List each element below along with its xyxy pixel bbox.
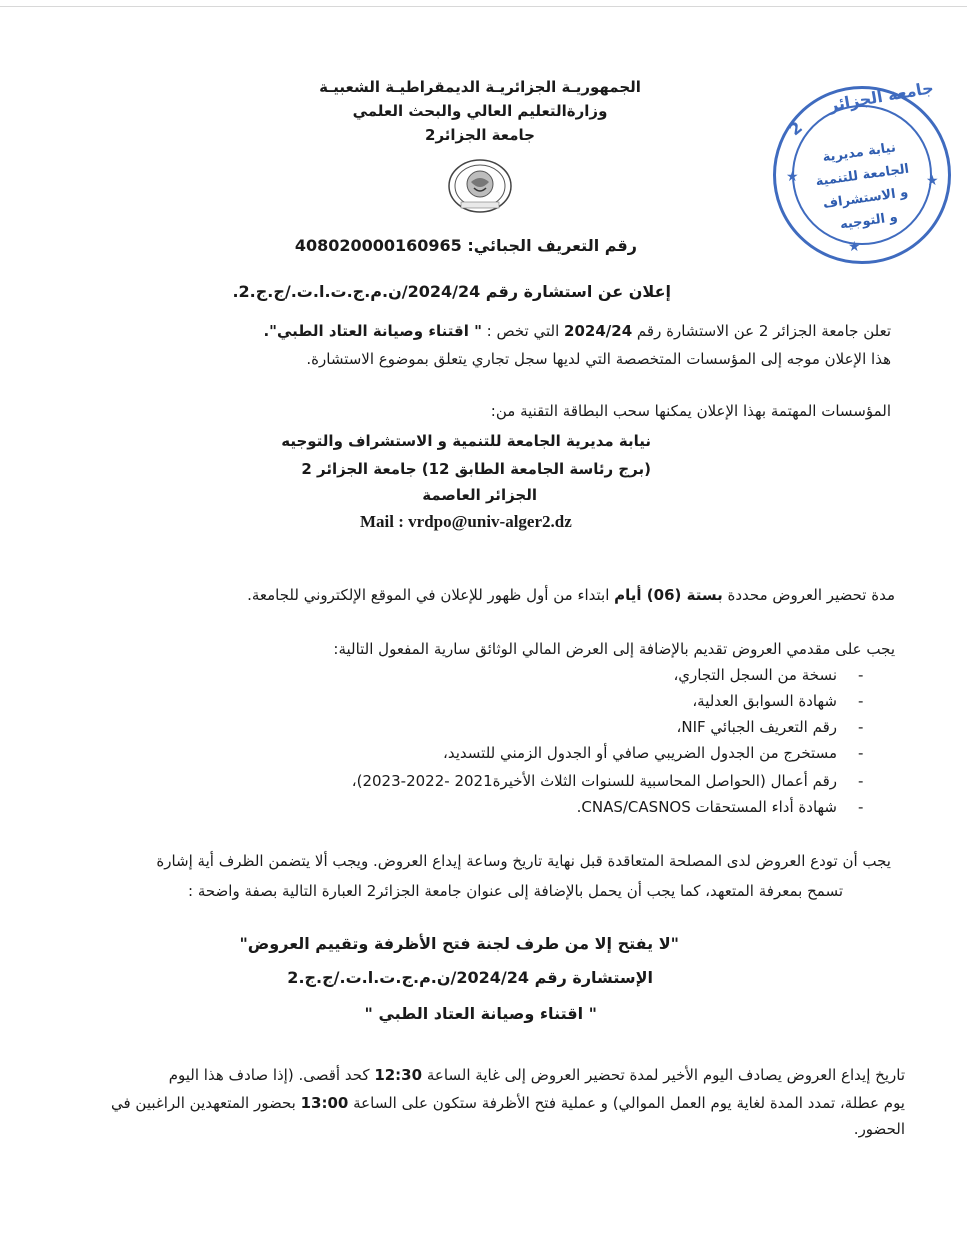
stamp-line: نيابة مديرية [821, 140, 897, 166]
header-republic: الجمهوريـة الجزائريـة الديمقراطيـة الشعبيـة [319, 78, 641, 96]
specs-building: (برج رئاسة الجامعة الطابق 12) جامعة الجزائر 2 [301, 460, 651, 478]
header-university: جامعة الجزائر2 [425, 126, 535, 144]
intro-line-2: هذا الإعلان موجه إلى المؤسسات المتخصصة التي لديها سجل تجاري يتعلق بموضوع الاستشارة. [306, 350, 891, 368]
opening-time: 13:00 [300, 1094, 349, 1112]
deadline-text: تاريخ إيداع العروض يصادف اليوم الأخير لمدة تحضير العروض إلى غاية الساعة [422, 1066, 905, 1084]
stamp-line: الجامعة للتنمية [814, 161, 911, 190]
deadline-line-1 [169, 1066, 905, 1084]
stamp-line: و التوجيه [839, 209, 899, 233]
specs-intro: المؤسسات المهتمة بهذا الإعلان يمكنها سحب البطاقة التقنية من: [490, 402, 891, 420]
duration-text: مدة تحضير العروض محددة [722, 586, 895, 604]
tax-id-value: 408020000160965 [294, 236, 462, 255]
stamp-line: و الاستشراف [822, 184, 910, 212]
stamp-star-icon: ★ [848, 239, 861, 255]
doc-item: مستخرج من الجدول الضريبي صافي أو الجدول الزمني للتسديد، [443, 744, 837, 762]
doc-item: نسخة من السجل التجاري، [673, 666, 837, 684]
envelope-line-1: "لا يفتح إلا من طرف لجنة فتح الأظرفة وتقييم العروض" [239, 934, 679, 953]
stamp-inner-ring [792, 105, 932, 245]
consultation-subject: " اقتناء وصيانة العتاد الطبي". [263, 322, 482, 340]
duration-line [247, 586, 895, 604]
doc-item: رقم التعريف الجبائي NIF، [676, 718, 837, 736]
duration-days: بستة (06) أيام [614, 586, 723, 604]
intro-text: تعلن جامعة الجزائر 2 عن الاستشارة رقم [632, 322, 891, 340]
docs-intro: يجب على مقدمي العروض تقديم بالإضافة إلى العرض المالي الوثائق سارية المفعول التالية: [333, 640, 895, 658]
stamp-star-icon: ★ [926, 173, 939, 189]
intro-line-1 [263, 322, 891, 340]
bullet-dash: - [858, 772, 864, 790]
envelope-line-3: " اقتناء وصيانة العتاد الطبي " [364, 1004, 597, 1023]
deadline-text: كحد أقصى. (إذا صادف هذا اليوم [168, 1066, 375, 1084]
bullet-dash: - [858, 718, 864, 736]
doc-item: شهادة السوابق العدلية، [692, 692, 837, 710]
specs-office: نيابة مديرية الجامعة للتنمية و الاستشراف والتوجيه [281, 432, 651, 450]
deadline-text: بحضور المتعهدين الراغبين في [110, 1094, 301, 1112]
bullet-dash: - [858, 692, 864, 710]
consultation-number: 2024/24 [564, 322, 633, 340]
stamp-text [808, 134, 920, 239]
tax-id-label: رقم التعريف الجبائي: [467, 236, 637, 255]
specs-city: الجزائر العاصمة [422, 486, 537, 504]
bullet-dash: - [858, 798, 864, 816]
bullet-dash: - [858, 744, 864, 762]
page-top-border [0, 6, 967, 7]
university-logo [447, 158, 513, 216]
official-stamp [773, 77, 951, 264]
stamp-number: 2 [785, 117, 806, 140]
specs-mail: Mail : vrdpo@univ-alger2.dz [360, 512, 572, 531]
deadline-text: يوم عطلة، تمدد المدة لغاية يوم العمل الموالي) و عملية فتح الأظرفة ستكون على الساعة [348, 1094, 905, 1112]
deadline-time: 12:30 [374, 1066, 423, 1084]
intro-text: التي تخص : [481, 322, 565, 340]
announcement-title: إعلان عن استشارة رقم 2024/24/ن.م.ج.ت.ا.ت./ج.ج.2. [232, 282, 671, 301]
doc-item: شهادة أداء المستحقات CNAS/CASNOS. [576, 798, 837, 816]
tax-id-line [295, 236, 637, 255]
stamp-star-icon: ★ [786, 169, 799, 185]
stamp-arc-text: جامعة الجزائر [827, 77, 936, 116]
deposit-line-2: تسمح بمعرفة المتعهد، كما يجب أن يحمل بالإضافة إلى عنوان جامعة الجزائر2 العبارة التالية بصفة واضحة : [188, 882, 843, 900]
deadline-line-3: الحضور. [853, 1120, 905, 1138]
deposit-line-1: يجب أن تودع العروض لدى المصلحة المتعاقدة قبل نهاية تاريخ وساعة إيداع العروض. ويجب ألا يتضمن الظرف أية إشارة [156, 852, 891, 870]
doc-item: رقم أعمال (الحواصل المحاسبية للسنوات الثلاث الأخيرة2021 -2022-2023)، [351, 772, 837, 790]
envelope-line-2: الإستشارة رقم 2024/24/ن.م.ج.ت.ا.ت./ج.ج.2 [287, 968, 653, 987]
duration-text: ابتداء من أول ظهور للإعلان في الموقع الإلكتروني للجامعة. [247, 586, 615, 604]
bullet-dash: - [858, 666, 864, 684]
header-ministry: وزارةالتعليم العالي والبحث العلمي [352, 102, 608, 120]
deadline-line-2 [111, 1094, 905, 1112]
